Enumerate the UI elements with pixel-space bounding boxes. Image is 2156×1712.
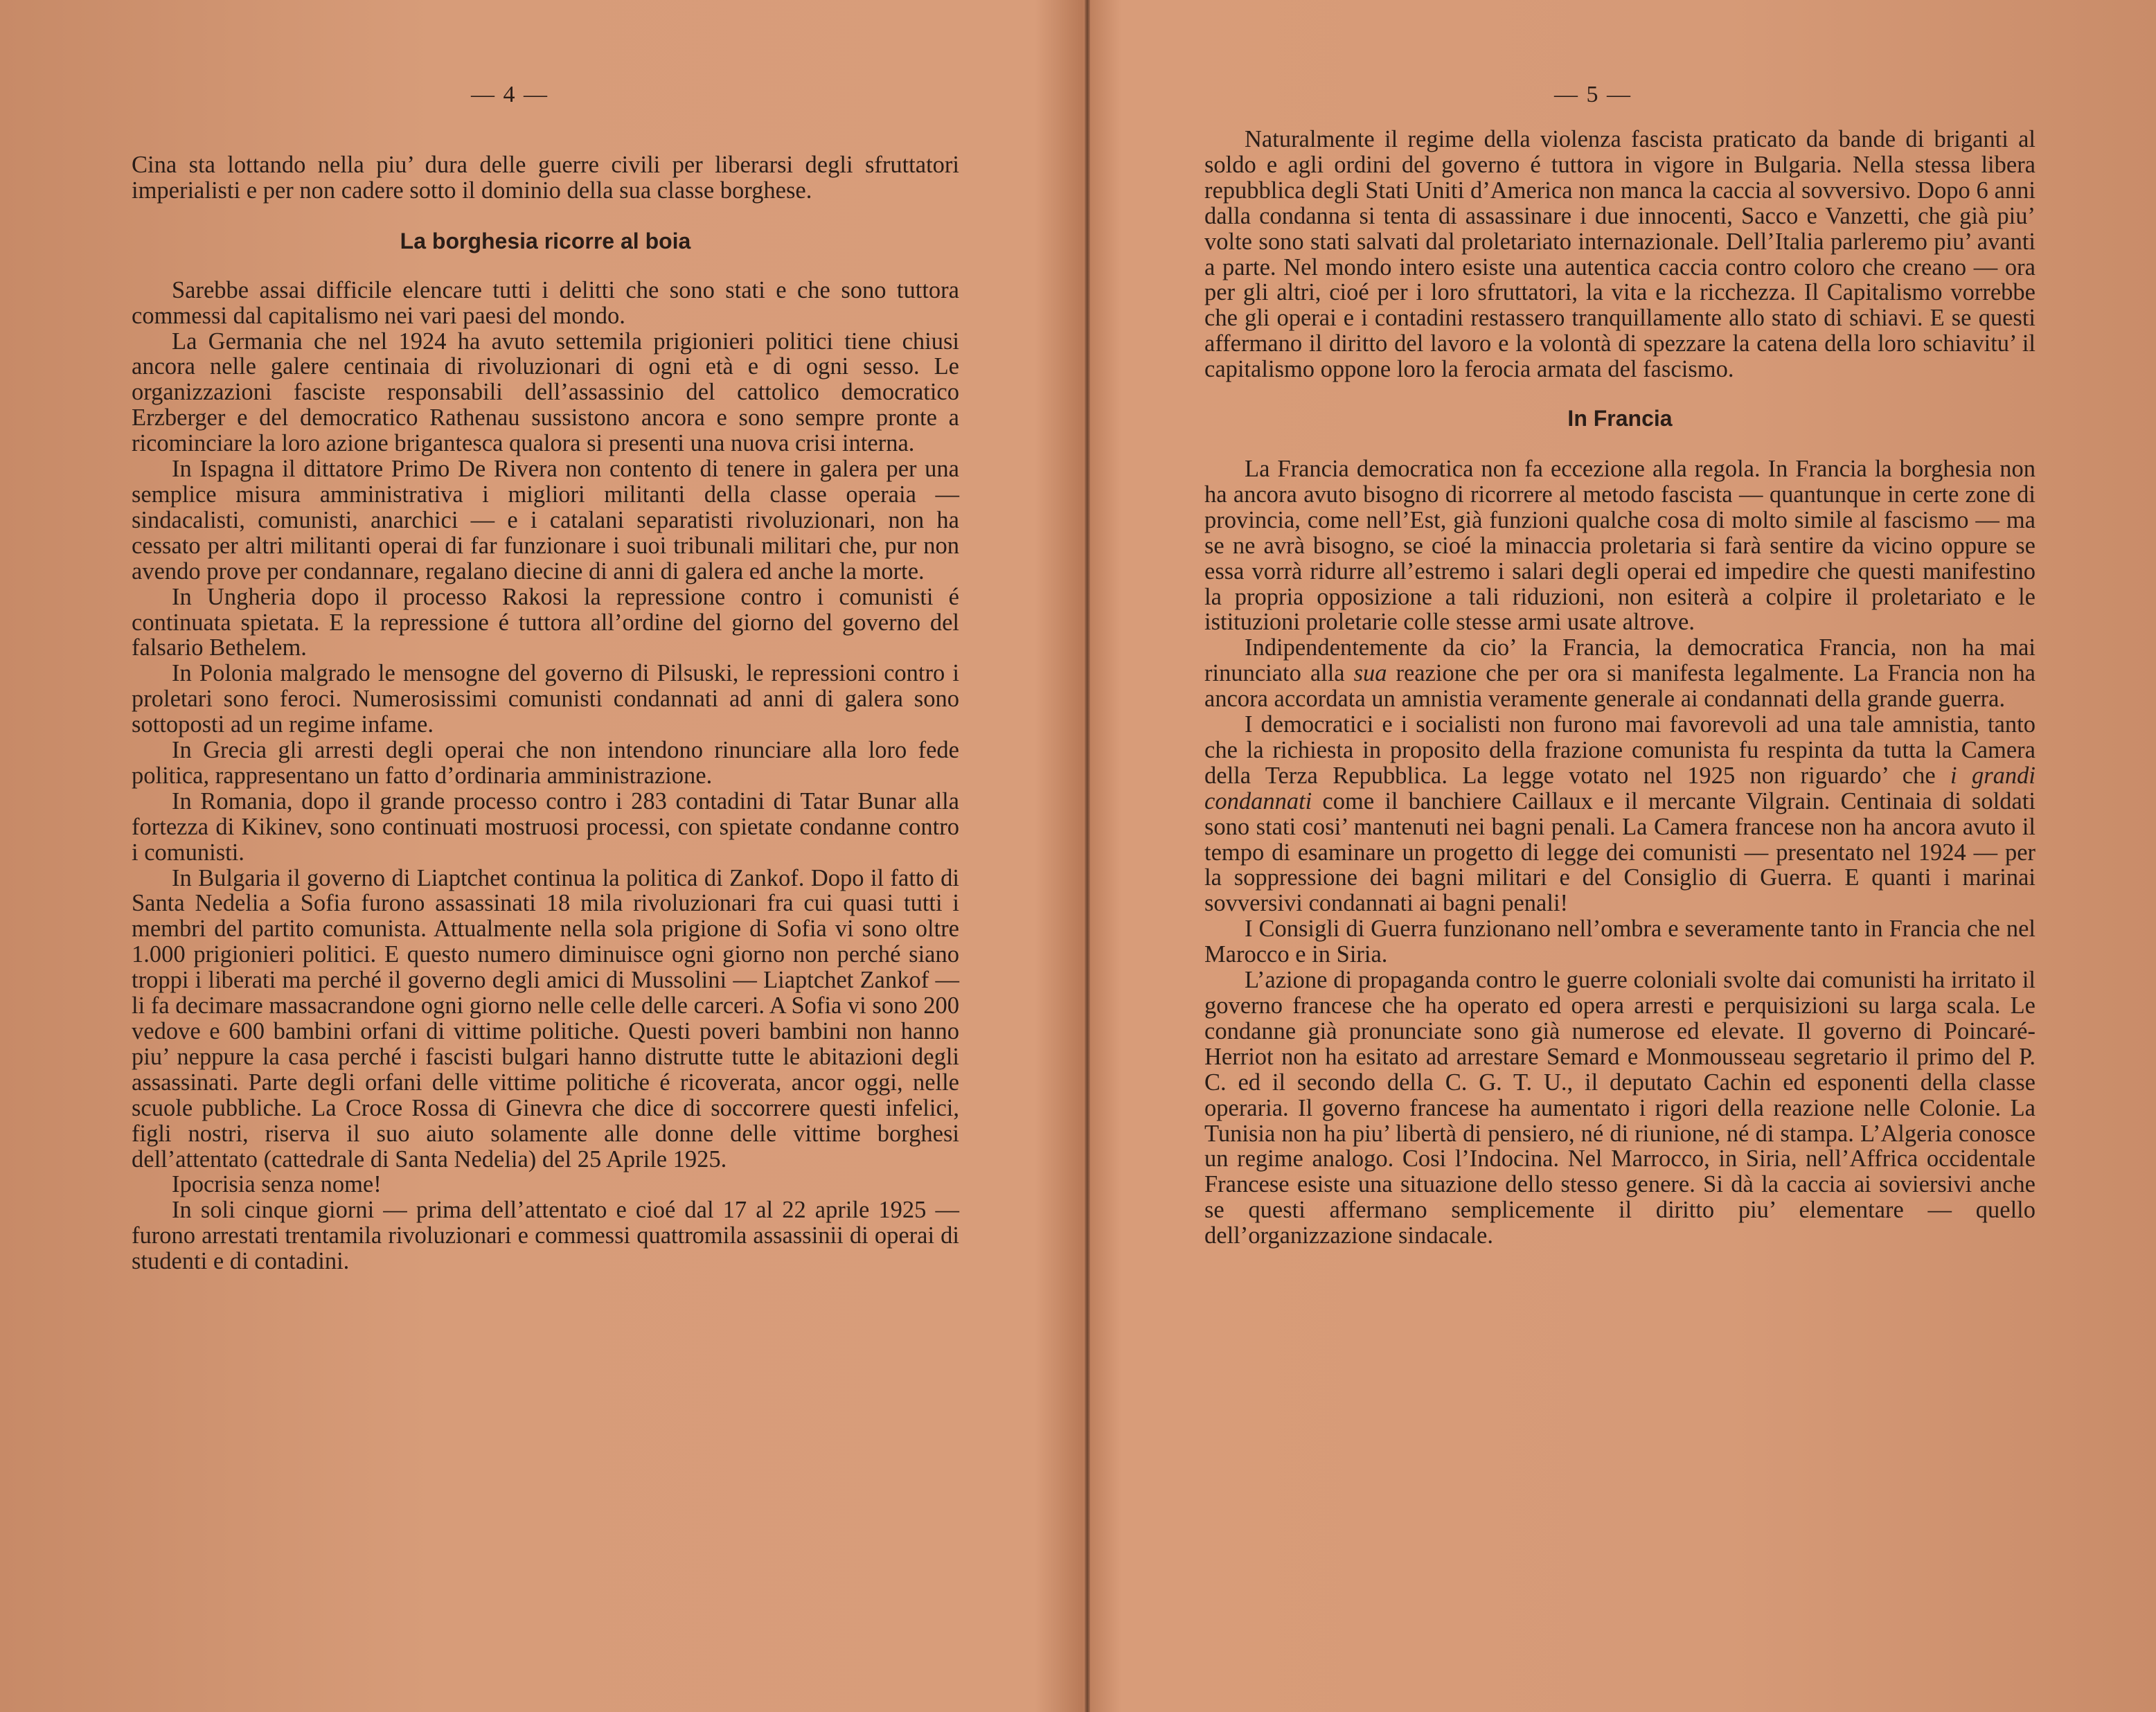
paragraph-text: reazione che per ora si manifesta legalmente. La Francia non ha ancora accordata un amnistia veramente generale ai condannati della grande guerra. (1204, 660, 2035, 713)
right-page (1090, 0, 2156, 1712)
paragraph: I Consigli di Guerra funzionano nell’ombra e severamente tanto in Francia che nel Marocco e in Siria. (1204, 916, 2035, 968)
paragraph: In Romania, dopo il grande processo contro i 283 contadini di Tatar Bunar alla fortezza di Kikinev, sono continuati mostruosi processi, con spietate condanne contro i comunisti. (132, 787, 959, 866)
book-gutter (1085, 0, 1090, 1712)
page-text (1204, 127, 2035, 1249)
page-number: — 5 — (1554, 82, 1632, 107)
paragraph: In Bulgaria il governo di Liaptchet continua la politica di Zankof. Dopo il fatto di Santa Nedelia a Sofia furono assassinati 18 mila rivoluzionari fra cui quasi tutti i membri del partito comunista. Attualmente nella sola prigione di Sofia vi sono oltre 1.000 prigionieri politici. E questo numero diminuisce ogni giorno non perché siano troppi i liberati ma perché il governo degli amici di Mussolini — Liaptchet Zankof — li fa decimare massacrandone ogni giorno nelle celle delle carceri. A Sofia vi sono 200 vedove e 600 bambini orfani di vittime politiche. Questi poveri bambini non hanno piu’ neppure la casa perché i fascisti bulgari hanno distrutte tutte le abitazioni degli assassinati. Parte degli orfani delle vittime politiche é ricoverata, ancor oggi, nelle scuole pubbliche. La Croce Rossa di Ginevra che dice di soccorrere questi infelici, figli nostri, riserva il suo aiuto solamente alle donne delle vittime borghesi dell’attentato (cattedrale di Santa Nedelia) del 25 Aprile 1925. (132, 864, 959, 1172)
section-heading: In Francia (1567, 406, 1673, 431)
paragraph: Sarebbe assai difficile elencare tutti i delitti che sono stati e che sono tuttora commessi dal capitalismo nei vari paesi del mondo. (132, 276, 959, 329)
italic-text: sua (1353, 660, 1387, 687)
paragraph: La Francia democratica non fa eccezione alla regola. In Francia la borghesia non ha ancora avuto bisogno di ricorrere al metodo fascista — quantunque in certe zone di provincia, come nell’Est, già funzioni qualche cosa di molto simile al fascismo — ma se ne avrà bisogno, se cioé la minaccia proletaria si farà sentire da vicino oppure se essa vorrà ridurre all’estremo i salari degli operai ed impedire che questi manifestino la propria opposizione a tali riduzioni, non esiterà a colpire il proletariato e le istituzioni proletarie colle stesse armi usate altrove. (1204, 455, 2035, 636)
paragraph: Naturalmente il regime della violenza fascista praticato da bande di briganti al soldo e agli ordini del governo é tuttora in vigore in Bulgaria. Nella stessa libera repubblica degli Stati Uniti d’America non manca la caccia al sovversivo. Dopo 6 anni dalla condanna si tenta di assassinare i due innocenti, Sacco e Vanzetti, che già piu’ volte sono stati salvati dal proletariato internazionale. Dell’Italia parleremo piu’ avanti a parte. Nel mondo intero esiste una autentica caccia contro coloro che creano — ora per gli altri, cioé per i loro sfruttatori, la vita e la ricchezza. Il Capitalismo vorrebbe che gli operai e i contadini restassero tranquillamente allo stato di schiavi. E se questi affermano il diritto del lavoro e la volontà di spezzare la catena della loro schiavitu’ il capitalismo oppone loro la ferocia armata del fascismo. (1204, 126, 2035, 383)
paragraph: L’azione di propaganda contro le guerre coloniali svolte dai comunisti ha irritato il governo francese che ha operato ed opera arresti e perquisizioni su larga scala. Le condanne già pronunciate sono già numerose ed elevate. Il governo di Poincaré-Herriot non ha esitato ad arrestare Semard e Monmousseau segretario il primo del P. C. ed il secondo della C. G. T. U., il deputato Cachin ed esponenti della classe operaria. Il governo francese ha aumentato i rigori della reazione nelle Colonie. La Tunisia non ha piu’ libertà di pensiero, né di riunione, né di stampa. L’Algeria conosce un regime analogo. Cosi l’Indocina. Nel Marrocco, in Siria, nell’Affrica occidentale Francese esiste una situazione dello stesso genere. Si dà la caccia ai soviersivi anche se questi affermano semplicemente il diritto piu’ elementare — quello dell’organizzazione sindacale. (1204, 967, 2035, 1249)
paragraph: In Polonia malgrado le mensogne del governo di Pilsuski, le repressioni contro i proletari sono feroci. Numerosissimi comunisti condannati ad anni di galera sono sottoposti ad un regime infame. (132, 660, 959, 738)
section-heading: La borghesia ricorre al boia (400, 228, 691, 253)
paragraph: In soli cinque giorni — prima dell’attentato e cioé dal 17 al 22 aprile 1925 — furono arrestati trentamila rivoluzionari e commessi quattromila assassinii di operai di studenti e di contadini. (132, 1197, 959, 1275)
paragraph: In Ungheria dopo il processo Rakosi la repressione contro i comunisti é continuata spietata. E la repressione é tuttora all’ordine del giorno del governo del falsario Bethelem. (132, 583, 959, 661)
paragraph-text: Indipendentemente da cio’ la Francia, la democratica Francia, non ha mai rinunciato alla (1204, 634, 2035, 687)
paragraph: La Germania che nel 1924 ha avuto settemila prigionieri politici tiene chiusi ancora nelle galere centinaia di rivoluzionari di ogni età e di ogni sesso. Le organizzazioni fasciste responsabili dell’assassinio del cattolico democratico Erzberger e del democratico Rathenau sussistono ancora e sono sempre pronte a ricominciare la loro azione brigantesca qualora si presenti una nuova crisi interna. (132, 328, 959, 457)
paragraph: Cina sta lottando nella piu’ dura delle guerre civili per liberarsi degli sfruttatori imperialisti e per non cadere sotto il dominio della sua classe borghese. (132, 152, 959, 204)
paragraph: Ipocrisia senza nome! (172, 1171, 382, 1198)
page-number: — 4 — (471, 82, 549, 107)
paragraph: In Ispagna il dittatore Primo De Rivera non contento di tenere in galera per una semplice misura amministrativa i migliori militanti della classe operaia — sindacalisti, comunisti, anarchici — e i catalani separatisti rivoluzionari, non ha cessato per altri militanti operai di far funzionare i suoi tribunali militari che, pur non avendo prove per condannare, regalano diecine di anni di galera ed anche la morte. (132, 456, 959, 585)
paragraph-text: come il banchiere Caillaux e il mercante Vilgrain. Centinaia di soldati sono stati cosi’ mantenuti nei bagni penali. La Camera francese non ha ancora avuto il tempo di esaminare un progetto di legge dei comunisti — presentato nel 1924 — per la soppressione dei bagni militari e del Consiglio di Guerra. E quanti i marinai sovversivi condannati ai bagni penali! (1204, 787, 2035, 917)
italic-text: i grandi condannati (1204, 762, 2035, 814)
page-text (132, 152, 959, 1274)
paragraph: In Grecia gli arresti degli operai che non intendono rinunciare alla loro fede politica, rappresentano un fatto d’ordinaria amministrazione. (132, 737, 959, 789)
paragraph (1204, 635, 2035, 712)
paragraph (1204, 712, 2035, 916)
paragraph-text: I democratici e i socialisti non furono mai favorevoli ad una tale amnistia, tanto che la richiesta in proposito della frazione comunista fu respinta da tutta la Camera della Terza Repubblica. La legge votato nel 1925 non riguardo’ che (1204, 711, 2035, 789)
